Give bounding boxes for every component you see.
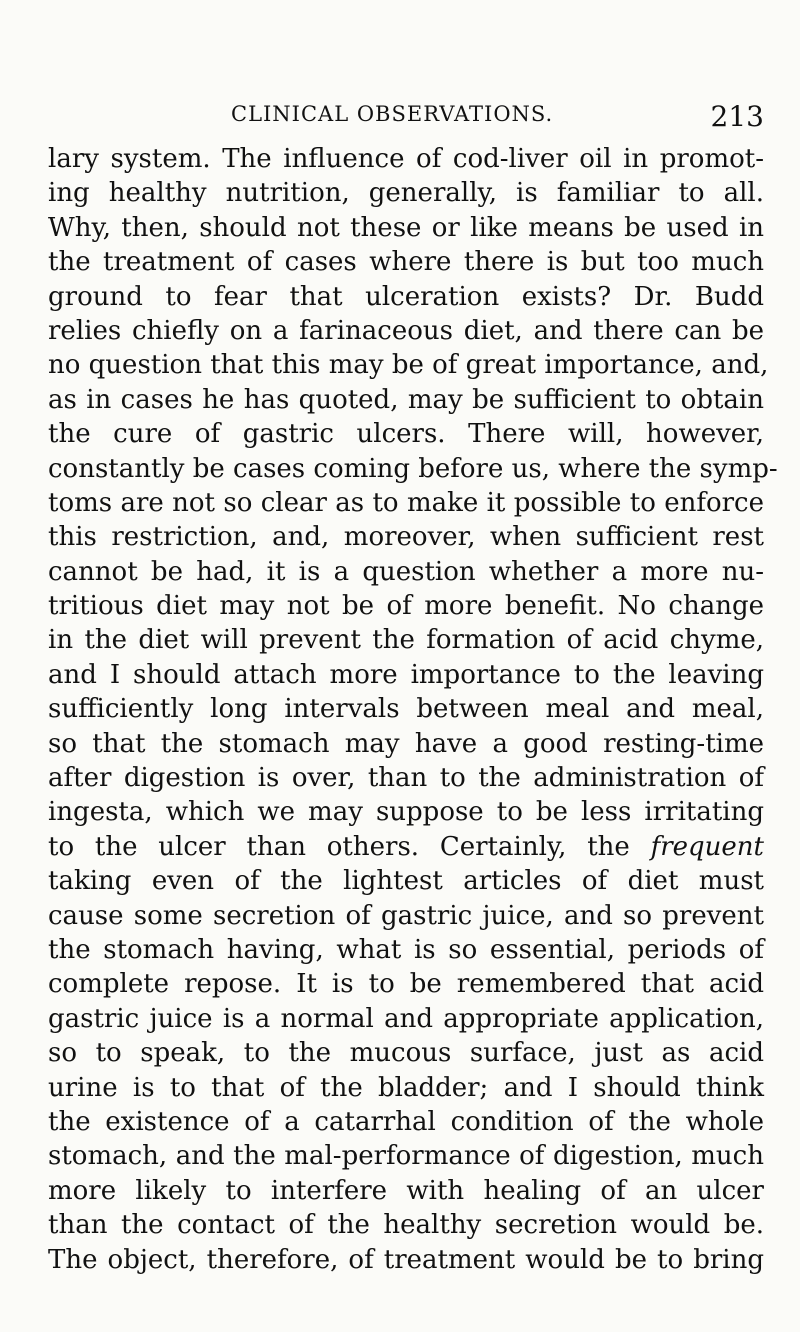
text-line: this restriction, and, moreover, when sufficient rest (48, 522, 764, 553)
text-line: the existence of a catarrhal condition of the whole (48, 1106, 764, 1137)
main-text (48, 142, 778, 1277)
text-line: urine is to that of the bladder; and I should think (48, 1072, 764, 1103)
text-line: Why, then, should not these or like means be used in (48, 212, 764, 243)
text-line: the cure of gastric ulcers. There will, however, (48, 419, 764, 450)
text-line: and I should attach more importance to the leaving (48, 659, 764, 690)
text-line: no question that this may be of great importance, and, (48, 350, 769, 381)
text-line: relies chiefly on a farinaceous diet, and there can be (48, 315, 764, 346)
text-line: the treatment of cases where there is but too much (48, 247, 764, 278)
text-line: ing healthy nutrition, generally, is familiar to all. (48, 178, 764, 209)
italic-emphasis: frequent (650, 831, 765, 862)
text-line: constantly be cases coming before us, where the symp- (48, 453, 778, 484)
text-line: than the contact of the healthy secretion would be. (48, 1210, 764, 1241)
text-line: cause some secretion of gastric juice, and so prevent (48, 900, 764, 931)
text-line: gastric juice is a normal and appropriate application, (48, 1003, 764, 1034)
text-line: complete repose. It is to be remembered that acid (48, 969, 764, 1000)
text-line: stomach, and the mal-performance of digestion, much (48, 1141, 764, 1172)
text-line: lary system. The influence of cod-liver oil in promot- (48, 144, 764, 174)
text-line: ground to fear that ulceration exists? Dr. Budd (48, 281, 764, 312)
text-line: in the diet will prevent the formation of acid chyme, (48, 625, 764, 656)
text-line-with-italic (48, 830, 764, 864)
text-line: ingesta, which we may suppose to be less irritating (48, 797, 764, 828)
running-head (48, 102, 764, 138)
text-line: so that the stomach may have a good resting-time (48, 728, 764, 759)
text-line: taking even of the lightest articles of diet must (48, 866, 764, 897)
text-line: more likely to interfere with healing of an ulcer (48, 1175, 764, 1206)
text-line-start: to the ulcer than others. Certainly, the (48, 831, 630, 862)
text-line: The object, therefore, of treatment would be to bring (48, 1244, 764, 1275)
text-line: the stomach having, what is so essential, periods of (48, 934, 764, 965)
text-line: so to speak, to the mucous surface, just as acid (48, 1038, 764, 1069)
page-number: 213 (710, 100, 764, 133)
text-line: after digestion is over, than to the administration of (48, 763, 764, 794)
text-line: sufficiently long intervals between meal and meal, (48, 694, 764, 725)
text-line: as in cases he has quoted, may be sufficient to obtain (48, 384, 764, 415)
text-line: toms are not so clear as to make it possible to enforce (48, 487, 764, 518)
text-line: tritious diet may not be of more benefit. No change (48, 591, 764, 622)
text-line: cannot be had, it is a question whether a more nu- (48, 556, 764, 587)
chapter-title: CLINICAL OBSERVATIONS. (231, 102, 554, 126)
